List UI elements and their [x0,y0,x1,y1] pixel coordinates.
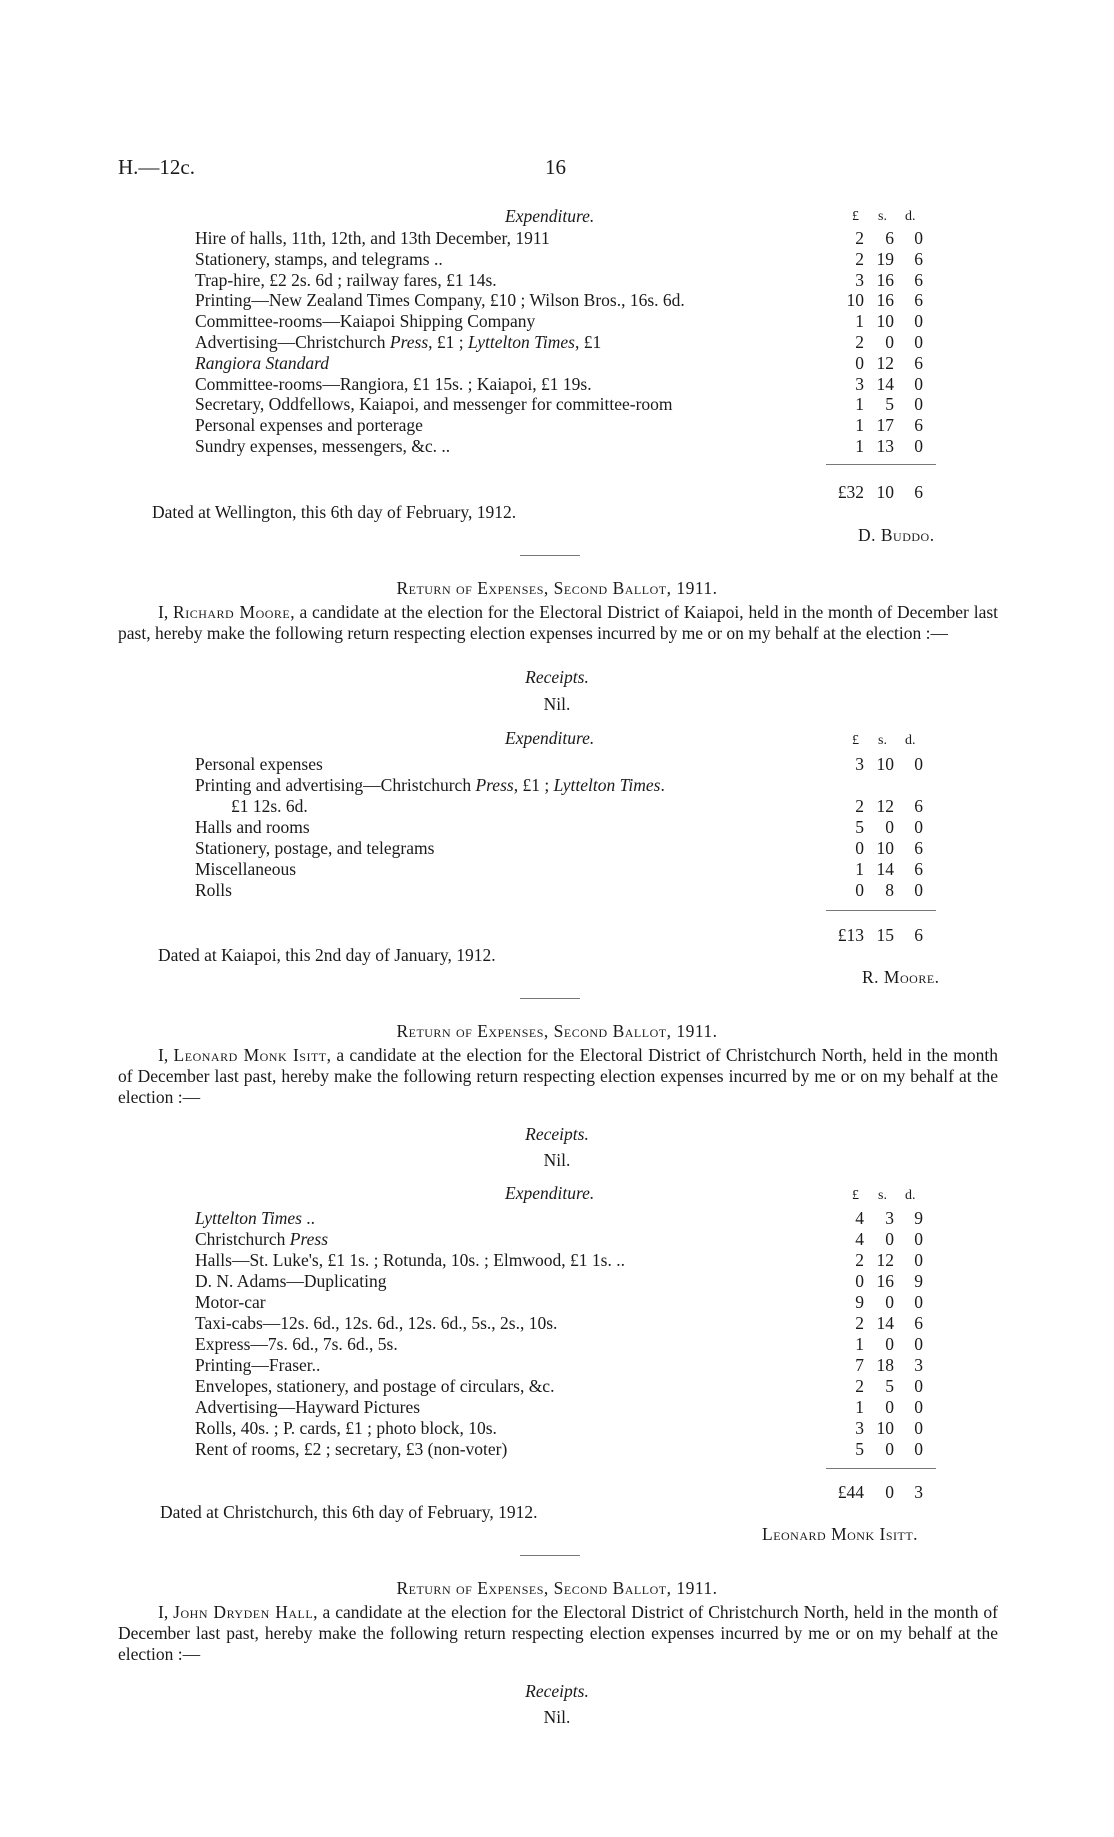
shillings-cell: 0 [885,1229,894,1249]
expense-description [195,311,535,332]
shillings-cell: 5 [885,394,894,415]
text: Advertising—Hayward Pictures [195,1397,421,1417]
pence-cell: 9 [914,1271,923,1291]
pounds-cell: 3 [855,269,864,290]
expense-row [195,859,935,880]
expense-row [195,1271,935,1292]
total-shillings: 0 [885,1482,894,1502]
expense-description [195,1397,420,1418]
pence-cell: 6 [914,269,923,290]
pounds-cell: 9 [855,1292,864,1312]
shillings-cell: 14 [876,1313,894,1333]
pounds-cell: 2 [855,796,864,816]
receipts-heading: Receipts. [525,1681,589,1701]
total-pounds: £32 [837,482,864,502]
shillings-cell: 14 [876,859,894,879]
pounds-cell: 2 [855,228,864,248]
shillings-cell: 10 [876,838,894,858]
shillings-cell: 5 [885,1376,894,1396]
text: £1 12s. 6d. [231,796,308,816]
text: Hire of halls, 11th, 12th, and 13th December, 1911 [195,228,550,248]
receipts-heading: Receipts. [525,1124,589,1144]
total-rule [826,464,936,465]
pounds-cell: 3 [855,373,864,394]
pence-cell: 9 [914,1208,923,1228]
expense-row [195,817,935,838]
section-title: Return of Expenses, Second Ballot, 1911. [396,1578,718,1598]
pounds-cell: 2 [855,1376,864,1396]
pounds-cell: 10 [846,290,864,311]
shillings-cell: 12 [876,796,894,816]
document-reference: H.—12c. [118,155,195,179]
total-shillings: 15 [876,925,894,945]
shillings-cell: 16 [876,290,894,311]
shillings-cell: 12 [876,352,894,373]
expense-row [195,1208,935,1229]
text: , £1 [574,332,602,352]
expense-description [195,394,673,415]
declaration-paragraph [118,1602,998,1665]
expense-row [195,270,935,291]
pounds-cell: 2 [855,1250,864,1270]
text: Advertising—Christchurch [195,332,390,352]
pounds-cell: 1 [855,1334,864,1354]
expense-description [195,1376,554,1397]
expense-description [195,249,443,270]
shillings-cell: 19 [876,248,894,269]
text: Taxi-cabs—12s. 6d., 12s. 6d., 12s. 6d., 5s., 2s., 10s. [195,1313,558,1333]
expense-row [195,1334,935,1355]
text: Printing—New Zealand Times Company, £10 ; Wilson Bros., 16s. 6d. [195,290,685,311]
page-number: 16 [545,155,566,179]
expense-description [195,817,310,838]
pence-cell: 0 [914,1397,923,1417]
pence-cell: 6 [914,415,923,436]
expense-row [195,1313,935,1334]
pounds-cell: 0 [855,1271,864,1291]
text: .. [301,1208,316,1228]
pence-cell: 0 [914,373,923,394]
pounds-cell: 5 [855,817,864,837]
receipts-heading: Receipts. [525,667,589,687]
pence-cell: 3 [914,1355,923,1375]
text: . [660,775,665,795]
total-pence: 6 [914,482,923,502]
expense-row [195,228,935,249]
section-divider [520,998,580,999]
text: Personal expenses and porterage [195,415,423,436]
candidate-name: John Dryden Hall [173,1602,314,1622]
section-title: Return of Expenses, Second Ballot, 1911. [396,578,718,598]
expense-description [195,332,601,353]
expense-description [195,353,329,374]
expense-description [195,1271,387,1292]
text: Printing and advertising—Christchurch [195,775,476,795]
text: Express—7s. 6d., 7s. 6d., 5s. [195,1334,398,1354]
pounds-cell: 0 [855,352,864,373]
shillings-col-header: s. [878,209,887,224]
expense-description [195,1229,328,1250]
pounds-col-header: £ [852,209,859,224]
text: D. N. Adams—Duplicating [195,1271,387,1291]
pounds-cell: 2 [855,248,864,269]
expense-row [195,1439,935,1460]
text: Stationery, postage, and telegrams [195,838,435,858]
pounds-cell: 3 [855,754,864,774]
pounds-cell: 2 [855,332,864,352]
expense-description [195,880,232,901]
italic-text: Lyttelton Times [553,775,661,795]
candidate-name: Richard Moore [173,602,291,622]
expense-row [195,1292,935,1313]
pence-cell: 6 [914,1313,923,1333]
para-rest: , a candidate at the election for the Electoral District of Christchurch North, held in the month of December last past, hereby make the following return respecting election expenses incurred by me or on my behalf at the election :— [118,1602,999,1664]
pence-cell: 0 [914,332,923,352]
pence-cell: 0 [914,1376,923,1396]
shillings-cell: 16 [876,1271,894,1291]
pence-col-header: d. [905,209,916,224]
expense-row [195,1397,935,1418]
expense-row [195,249,935,270]
shillings-cell: 10 [876,1418,894,1438]
expense-description [195,775,665,796]
shillings-cell: 0 [885,1334,894,1354]
signature: R. Moore. [862,967,940,987]
pence-cell: 0 [914,817,923,837]
pence-cell: 0 [914,311,923,332]
pounds-cell: 1 [855,859,864,879]
expense-description [195,290,685,311]
expense-row [195,394,935,415]
shillings-cell: 10 [876,311,894,332]
pounds-cell: 1 [855,415,864,436]
text: Committee-rooms—Kaiapoi Shipping Company [195,311,536,332]
pence-cell: 0 [914,1250,923,1270]
pence-cell: 6 [914,248,923,269]
pounds-cell: 4 [855,1229,864,1249]
expense-row [195,311,935,332]
expense-description [195,754,323,775]
para-rest: , a candidate at the election for the Electoral District of Christchurch North, held in the month of December last past, hereby make the following return respecting election expenses incurred by me or on my behalf at the election :— [118,1045,999,1107]
text: Envelopes, stationery, and postage of circulars, &c. [195,1376,555,1396]
shillings-col-header: s. [878,1188,887,1203]
pence-col-header: d. [905,1188,916,1203]
expense-description [195,1292,266,1313]
total-rule [826,910,936,911]
expense-row [195,1355,935,1376]
pence-cell: 6 [914,290,923,311]
expense-row [195,1229,935,1250]
pence-cell: 0 [914,754,923,774]
expense-description [195,838,434,859]
expense-row [195,796,935,817]
expense-row [195,415,935,436]
italic-text: Press [389,332,429,352]
pence-cell: 6 [914,352,923,373]
expense-description [195,1355,320,1376]
expense-row [195,1418,935,1439]
pence-cell: 6 [914,796,923,816]
expense-row [195,838,935,859]
pence-cell: 6 [914,838,923,858]
text: Stationery, stamps, and telegrams .. [195,248,443,269]
expenditure-heading: Expenditure. [505,728,595,748]
pounds-cell: 0 [855,838,864,858]
text: Rolls, 40s. ; P. cards, £1 ; photo block, 10s. [195,1418,497,1438]
expense-row [195,374,935,395]
expense-description [195,1439,507,1460]
expenditure-heading: Expenditure. [505,1183,595,1203]
pence-cell: 0 [914,1439,923,1459]
para-start: I, [158,1602,174,1622]
pounds-cell: 0 [855,880,864,900]
text: Committee-rooms—Rangiora, £1 15s. ; Kaiapoi, £1 19s. [195,373,592,394]
expense-description [195,270,497,291]
pence-cell: 0 [914,228,923,248]
receipts-nil: Nil. [543,694,571,714]
shillings-col-header: s. [878,733,887,748]
pence-cell: 0 [914,1292,923,1312]
total-shillings: 10 [876,482,894,502]
shillings-cell: 0 [885,1397,894,1417]
total-pounds: £13 [837,925,864,945]
text: Printing—Fraser.. [195,1355,321,1375]
pence-cell: 0 [914,436,923,456]
text: Halls—St. Luke's, £1 1s. ; Rotunda, 10s. ; Elmwood, £1 1s. .. [195,1250,625,1270]
expense-description [195,1208,315,1229]
pence-cell: 0 [914,1418,923,1438]
pounds-cell: 1 [855,311,864,332]
total-pence: 6 [914,925,923,945]
expenditure-heading: Expenditure. [505,206,595,226]
shillings-cell: 17 [876,415,894,436]
shillings-cell: 3 [885,1208,894,1228]
italic-text: Lyttelton Times [195,1208,302,1228]
text: Christchurch [195,1229,290,1249]
expense-row [195,290,935,311]
expense-description [195,1313,557,1334]
text: Halls and rooms [195,817,310,837]
pounds-cell: 1 [855,436,864,456]
expense-description [195,1250,625,1271]
text: Sundry expenses, messengers, &c. .. [195,436,451,456]
pounds-cell: 1 [855,394,864,415]
text: , £1 ; [428,332,469,352]
total-pence: 3 [914,1482,923,1502]
shillings-cell: 0 [885,817,894,837]
text: Trap-hire, £2 2s. 6d ; railway fares, £1 14s. [195,269,497,290]
expense-description [195,859,296,880]
section-divider [520,1555,580,1556]
dated-line: Dated at Kaiapoi, this 2nd day of January, 1912. [158,945,496,965]
declaration-paragraph [118,1045,998,1108]
pounds-cell: 7 [855,1355,864,1375]
shillings-cell: 8 [885,880,894,900]
text: , £1 ; [513,775,554,795]
total-rule [826,1468,936,1469]
expense-row [195,353,935,374]
section-divider [520,555,580,556]
italic-text: Lyttelton Times [468,332,575,352]
shillings-cell: 13 [876,436,894,456]
expense-row [195,880,935,901]
para-start: I, [158,1045,174,1065]
signature: Leonard Monk Isitt. [762,1524,919,1544]
shillings-cell: 10 [876,754,894,774]
receipts-nil: Nil. [543,1707,571,1727]
dated-line: Dated at Wellington, this 6th day of February, 1912. [152,502,517,522]
pounds-cell: 4 [855,1208,864,1228]
shillings-cell: 6 [885,228,894,248]
total-pounds: £44 [837,1482,864,1502]
pounds-cell: 3 [855,1418,864,1438]
pounds-cell: 1 [855,1397,864,1417]
expense-row [195,1376,935,1397]
para-start: I, [158,602,174,622]
section-title: Return of Expenses, Second Ballot, 1911. [396,1021,718,1041]
declaration-paragraph [118,602,998,644]
italic-text: Press [289,1229,329,1249]
expense-description [231,796,308,817]
shillings-cell: 0 [885,1439,894,1459]
pence-cell: 0 [914,880,923,900]
pence-col-header: d. [905,733,916,748]
shillings-cell: 16 [876,269,894,290]
pounds-cell: 2 [855,1313,864,1333]
expense-row [195,436,935,457]
shillings-cell: 18 [876,1355,894,1375]
shillings-cell: 0 [885,332,894,352]
italic-text: Press [475,775,514,795]
pence-cell: 0 [914,1334,923,1354]
shillings-cell: 12 [876,1250,894,1270]
shillings-cell: 14 [876,373,894,394]
expense-row [195,1250,935,1271]
pounds-col-header: £ [852,733,859,748]
expense-description [195,374,592,395]
expense-description [195,415,423,436]
para-rest: , a candidate at the election for the Electoral District of Kaiapoi, held in the month of December last past, hereby make the following return respecting election expenses incurred by me or on my behalf at the election :— [118,602,999,643]
pence-cell: 6 [914,859,923,879]
expense-description [195,436,450,457]
candidate-name: Leonard Monk Isitt [173,1045,327,1065]
text: Rent of rooms, £2 ; secretary, £3 (non-voter) [195,1439,508,1459]
pounds-cell: 5 [855,1439,864,1459]
expense-row [195,332,935,353]
shillings-cell: 0 [885,1292,894,1312]
italic-text: Rangiora Standard [195,352,330,373]
text: Rolls [195,880,232,900]
expense-description [195,1334,398,1355]
text: Miscellaneous [195,859,297,879]
expense-description [195,1418,497,1439]
text: Motor-car [195,1292,266,1312]
text: Personal expenses [195,754,323,774]
text: Secretary, Oddfellows, Kaiapoi, and messenger for committee-room [195,394,673,415]
pence-cell: 0 [914,394,923,415]
dated-line: Dated at Christchurch, this 6th day of February, 1912. [160,1502,538,1522]
expense-row [195,775,935,796]
receipts-nil: Nil. [543,1150,571,1170]
signature: D. Buddo. [858,525,935,545]
expense-row [195,754,935,775]
pence-cell: 0 [914,1229,923,1249]
pounds-col-header: £ [852,1188,859,1203]
expense-description [195,228,550,249]
